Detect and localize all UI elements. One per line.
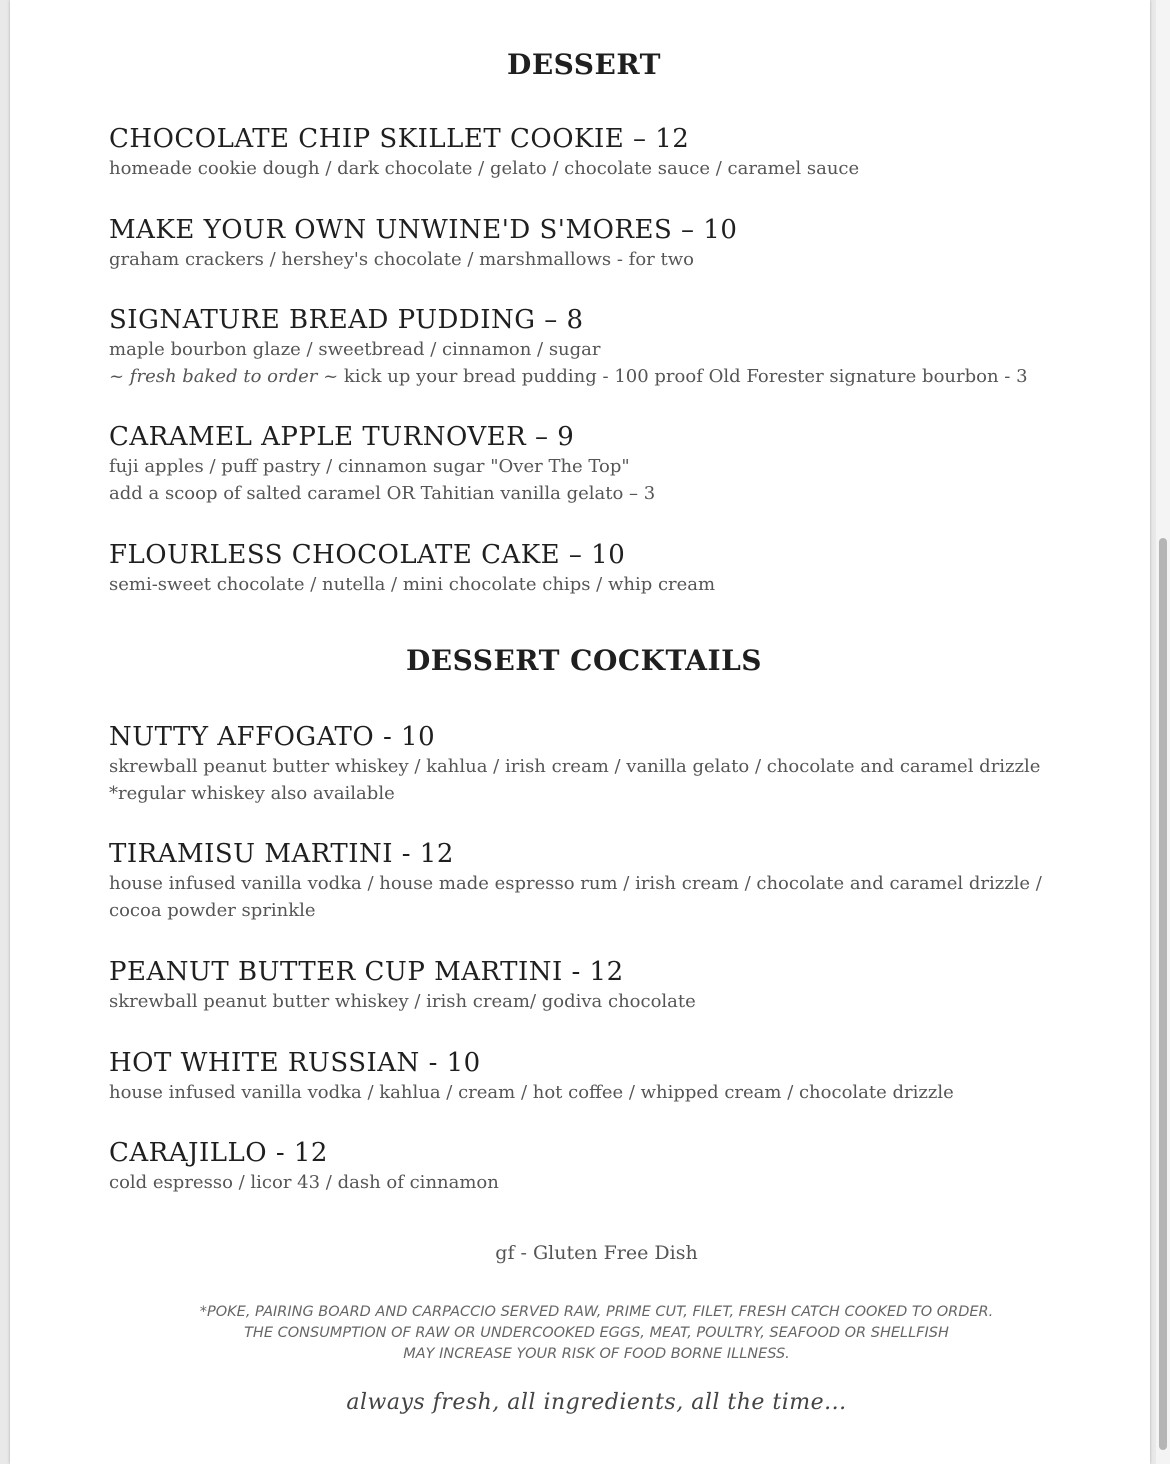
menu-item-note [109, 363, 1069, 390]
menu-item [109, 123, 1069, 182]
menu-item [109, 721, 1069, 807]
menu-item-description: graham crackers / hershey's chocolate / marshmallows - for two [109, 249, 694, 270]
menu-item-name: MAKE YOUR OWN UNWINE'D S'MORES – 10 [109, 215, 738, 245]
menu-item-note-italic: ~ fresh baked to order ~ [109, 366, 339, 387]
disclaimer-line: MAY INCREASE YOUR RISK OF FOOD BORNE ILLNESS. [403, 1346, 790, 1362]
tagline: always fresh, all ingredients, all the time... [346, 1390, 847, 1415]
menu-item-name: SIGNATURE BREAD PUDDING – 8 [109, 305, 584, 335]
disclaimer-line: THE CONSUMPTION OF RAW OR UNDERCOOKED EGGS, MEAT, POULTRY, SEAFOOD OR SHELLFISH [244, 1325, 949, 1341]
menu-item-description: semi-sweet chocolate / nutella / mini chocolate chips / whip cream [109, 574, 716, 595]
menu-item-description: skrewball peanut butter whiskey / irish cream/ godiva chocolate [109, 991, 696, 1012]
menu-item-note-rest: kick up your bread pudding - 100 proof Old Forester signature bourbon - 3 [338, 366, 1028, 387]
menu-item-description: house infused vanilla vodka / kahlua / cream / hot coffee / whipped cream / chocolate drizzle [109, 1082, 954, 1103]
dessert-section-title: DESSERT [507, 48, 661, 81]
menu-item-name: FLOURLESS CHOCOLATE CAKE – 10 [109, 540, 626, 570]
scrollbar-thumb[interactable] [1159, 538, 1167, 1450]
menu-item [109, 539, 1069, 598]
vertical-scrollbar[interactable] [1156, 0, 1170, 1464]
cocktails-section-title: DESSERT COCKTAILS [406, 644, 762, 677]
menu-item-name: TIRAMISU MARTINI - 12 [109, 839, 454, 869]
menu-item [109, 838, 1069, 924]
menu-item-name: PEANUT BUTTER CUP MARTINI - 12 [109, 957, 624, 987]
menu-item [109, 421, 1069, 507]
menu-item-name: CHOCOLATE CHIP SKILLET COOKIE – 12 [109, 124, 690, 154]
menu-item-description: fuji apples / puff pastry / cinnamon sugar "Over The Top" [109, 456, 630, 477]
menu-item-description: homeade cookie dough / dark chocolate / gelato / chocolate sauce / caramel sauce [109, 158, 860, 179]
disclaimer-line: *POKE, PAIRING BOARD AND CARPACCIO SERVED RAW, PRIME CUT, FILET, FRESH CATCH COOKED TO ORDER. [199, 1304, 994, 1320]
raw-food-disclaimer [109, 1302, 1084, 1365]
menu-item-description: skrewball peanut butter whiskey / kahlua / irish cream / vanilla gelato / chocolate and caramel drizzle [109, 756, 1041, 777]
menu-item-addon: add a scoop of salted caramel OR Tahitian vanilla gelato – 3 [109, 483, 656, 504]
menu-item-description: cold espresso / licor 43 / dash of cinnamon [109, 1172, 499, 1193]
gluten-free-legend: gf - Gluten Free Dish [495, 1242, 698, 1264]
menu-item [109, 956, 1069, 1015]
menu-item-description-cont: cocoa powder sprinkle [109, 900, 316, 921]
menu-item-description: house infused vanilla vodka / house made espresso rum / irish cream / chocolate and caramel drizzle / [109, 873, 1042, 894]
menu-item [109, 1137, 1069, 1196]
menu-item [109, 1047, 1069, 1106]
menu-item-name: NUTTY AFFOGATO - 10 [109, 722, 436, 752]
menu-item-name: CARAMEL APPLE TURNOVER – 9 [109, 422, 575, 452]
menu-item [109, 214, 1069, 273]
menu-item-name: HOT WHITE RUSSIAN - 10 [109, 1048, 481, 1078]
menu-item-note: *regular whiskey also available [109, 783, 395, 804]
menu-item [109, 304, 1069, 390]
menu-item-name: CARAJILLO - 12 [109, 1138, 328, 1168]
menu-page [10, 0, 1150, 1464]
menu-item-description: maple bourbon glaze / sweetbread / cinnamon / sugar [109, 339, 601, 360]
